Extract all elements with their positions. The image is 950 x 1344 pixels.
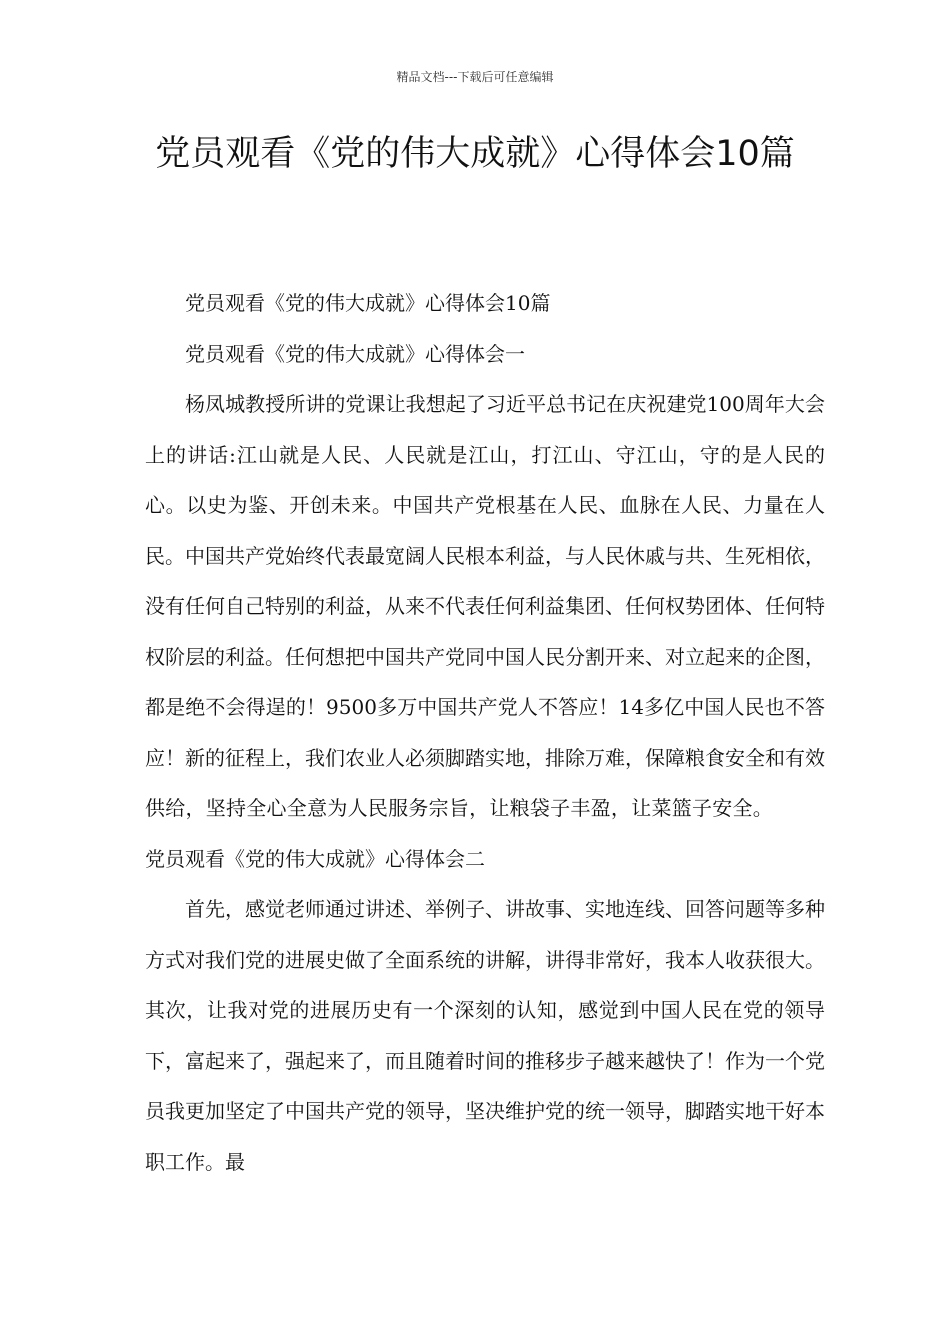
- document-body: [145, 278, 825, 1187]
- section-2-heading: 党员观看《党的伟大成就》心得体会二: [145, 846, 485, 871]
- section-1-body: 杨凤城教授所讲的党课让我想起了习近平总书记在庆祝建党100周年大会上的讲话:江山就是人民、人民就是江山，打江山、守江山，守的是人民的心。以史为鉴、开创未来。中国共产党根基在人民、血脉在人民、力量在人民。中国共产党始终代表最宽阔人民根本利益，与人民休戚与共、生死相依，没有任何自己特别的利益，从来不代表任何利益集团、任何权势团体、任何特权阶层的利益。任何想把中国共产党同中国人民分割开来、对立起来的企图，都是绝不会得逞的！9500多万中国共产党人不答应！14多亿中国人民也不答应！新的征程上，我们农业人必须脚踏实地，排除万难，保障粮食安全和有效供给，坚持全心全意为人民服务宗旨，让粮袋子丰盈，让菜篮子安全。: [145, 392, 825, 820]
- subtitle-line: 党员观看《党的伟大成就》心得体会10篇: [185, 291, 551, 315]
- header-note: 精品文档---下载后可任意编辑: [396, 70, 554, 84]
- section-1-heading: 党员观看《党的伟大成就》心得体会一: [185, 341, 525, 366]
- section-1-paragraph: [145, 379, 825, 884]
- document-title: 党员观看《党的伟大成就》心得体会10篇: [155, 134, 795, 174]
- section-2-paragraph: 首先，感觉老师通过讲述、举例子、讲故事、实地连线、回答问题等多种方式对我们党的进展史做了全面系统的讲解，讲得非常好，我本人收获很大。其次，让我对党的进展历史有一个深刻的认知，感觉到中国人民在党的领导下，富起来了，强起来了，而且随着时间的推移步子越来越快了！作为一个党员我更加坚定了中国共产党的领导，坚决维护党的统一领导，脚踏实地干好本职工作。最: [145, 897, 825, 1174]
